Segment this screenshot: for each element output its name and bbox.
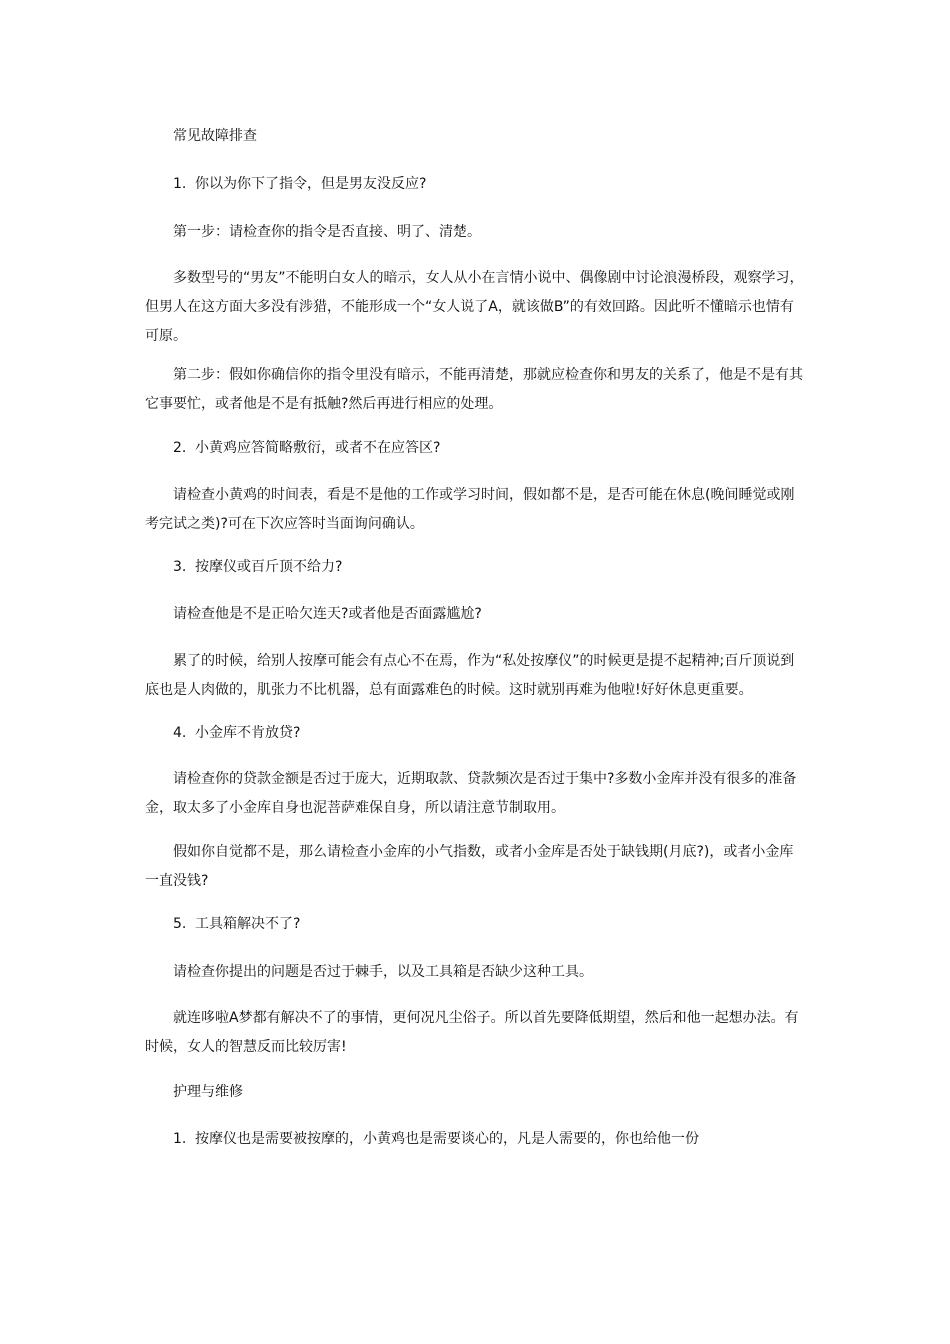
list-number: 3. bbox=[173, 559, 187, 575]
paragraph: 多数型号的“男友”不能明白女人的暗示，女人从小在言情小说中、偶像剧中讨论浪漫桥段，观察学习，但男人在这方面大多没有涉猎，不能形成一个“女人说了A，就该做B”的有效回路。因此听不懂暗示也情有可原。 bbox=[145, 270, 804, 344]
list-text: 工具箱解决不了? bbox=[195, 916, 301, 932]
paragraph: 累了的时候，给别人按摩可能会有点心不在焉，作为“私处按摩仪”的时候更是提不起精神;百斤顶说到底也是人肉做的，肌张力不比机器，总有面露难色的时候。这时就别再难为他啦!好好休息更重要。 bbox=[145, 653, 795, 698]
list-number: 5. bbox=[173, 916, 187, 932]
list-item bbox=[173, 1127, 699, 1151]
paragraph: 假如你自觉都不是，那么请检查小金库的小气指数，或者小金库是否处于缺钱期(月底?)，或者小金库一直没钱? bbox=[145, 844, 794, 889]
list-text: 你以为你下了指令，但是男友没反应? bbox=[195, 176, 427, 192]
list-item bbox=[173, 912, 300, 936]
list-item bbox=[173, 555, 342, 579]
section-heading-care: 护理与维修 bbox=[173, 1084, 243, 1100]
paragraph: 请检查你的贷款金额是否过于庞大，近期取款、贷款频次是否过于集中?多数小金库并没有很多的准备金，取太多了小金库自身也泥菩萨难保自身，所以请注意节制取用。 bbox=[145, 771, 797, 816]
paragraph: 第二步：假如你确信你的指令里没有暗示，不能再清楚，那就应检查你和男友的关系了，他是不是有其它事要忙，或者他是不是有抵触?然后再进行相应的处理。 bbox=[145, 367, 803, 412]
list-item bbox=[173, 721, 300, 745]
section-heading-troubleshooting: 常见故障排查 bbox=[173, 128, 257, 144]
paragraph: 请检查他是不是正哈欠连天?或者他是否面露尴尬? bbox=[173, 606, 482, 622]
list-item bbox=[173, 172, 426, 196]
paragraph: 第一步：请检查你的指令是否直接、明了、清楚。 bbox=[173, 224, 481, 240]
paragraph: 请检查小黄鸡的时间表，看是不是他的工作或学习时间，假如都不是，是否可能在休息(晚间睡觉或刚考完试之类)?可在下次应答时当面询问确认。 bbox=[145, 487, 795, 532]
list-number: 4. bbox=[173, 725, 187, 741]
list-text: 按摩仪也是需要被按摩的，小黄鸡也是需要谈心的，凡是人需要的，你也给他一份 bbox=[195, 1131, 699, 1147]
list-number: 1. bbox=[173, 176, 187, 192]
list-number: 2. bbox=[173, 440, 187, 456]
paragraph: 就连哆啦A梦都有解决不了的事情，更何况凡尘俗子。所以首先要降低期望，然后和他一起想办法。有时候，女人的智慧反而比较厉害! bbox=[145, 1010, 799, 1055]
list-text: 小黄鸡应答简略敷衍，或者不在应答区? bbox=[195, 440, 441, 456]
list-item bbox=[173, 436, 440, 460]
list-text: 小金库不肯放贷? bbox=[195, 725, 301, 741]
paragraph: 请检查你提出的问题是否过于棘手，以及工具箱是否缺少这种工具。 bbox=[173, 964, 593, 980]
list-number: 1. bbox=[173, 1131, 187, 1147]
list-text: 按摩仪或百斤顶不给力? bbox=[195, 559, 343, 575]
